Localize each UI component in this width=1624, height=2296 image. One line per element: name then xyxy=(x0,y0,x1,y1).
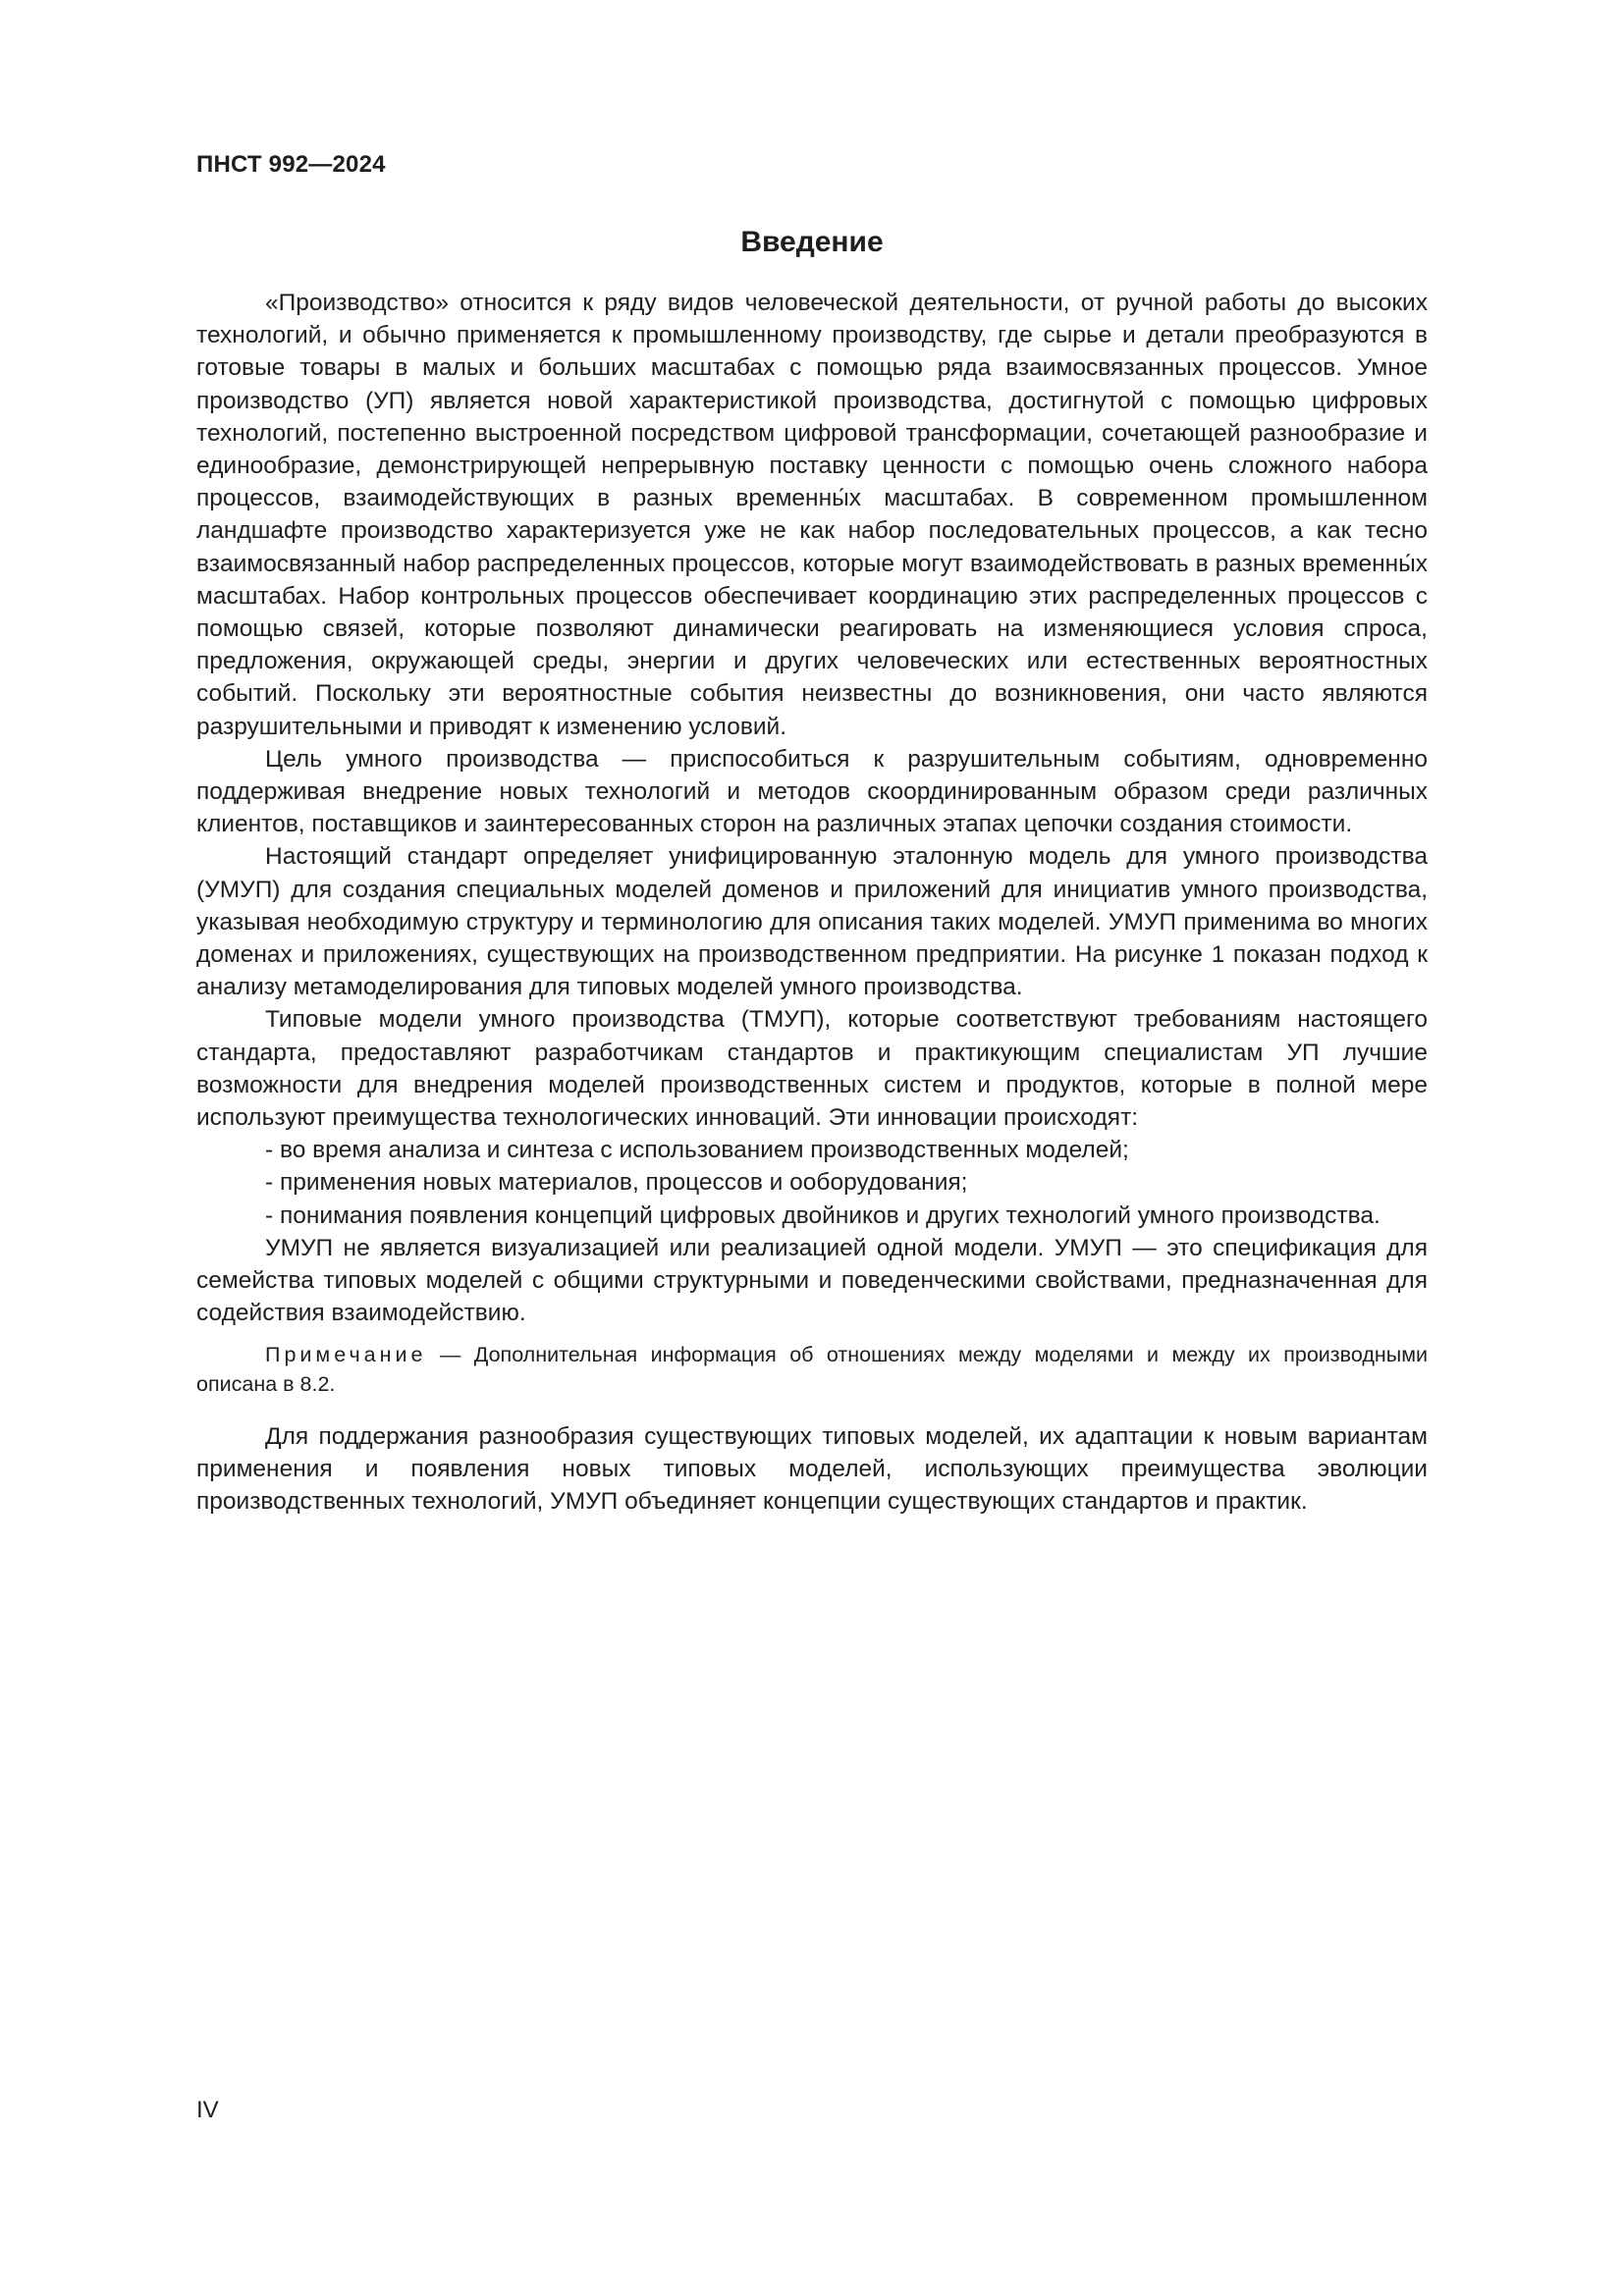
list-item: - понимания появления концепций цифровых двойников и других технологий умного производства. xyxy=(265,1201,1380,1229)
paragraph-1: «Производство» относится к ряду видов человеческой деятельности, от ручной работы до высоких технологий, и обычно применяется к промышленному производству, где сырье и детали преобразуются в готовые товары в малых и больших масштабах с помощью ряда взаимосвязанных процессов. Умное производство (УП) является новой характеристикой производства, достигнутой с помощью цифровых технологий, постепенно выстроенной посредством цифровой трансформации, сочетающей разнообразие и единообразие, демонстрирующей непрерывную поставку ценности с помощью очень сложного набора процессов, взаимодействующих в разных временны́х масштабах. В современном промышленном ландшафте производство характеризуется уже не как набор последовательных процессов, а как тесно взаимосвязанный набор распределенных процессов, которые могут взаимодействовать в разных временны́х масштабах. Набор контрольных процессов обеспечивает координацию этих распределенных процессов с помощью связей, которые позволяют динамически реагировать на изменяющиеся условия спроса, предложения, окружающей среды, энергии и других человеческих или естественных вероятностных событий. Поскольку эти вероятностные события неизвестны до возникновения, они часто являются разрушительными и приводят к изменению условий. xyxy=(196,290,1428,740)
list-item: - во время анализа и синтеза с использованием производственных моделей; xyxy=(265,1137,1129,1164)
body-text xyxy=(196,287,1428,1518)
note-text: — Дополнительная информация об отношениях между моделями и между их производными описана в 8.2. xyxy=(196,1342,1428,1396)
note-label: Примечание xyxy=(265,1342,427,1366)
paragraph-6: Для поддержания разнообразия существующих типовых моделей, их адаптации к новым вариантам применения и появления новых типовых моделей, использующих преимущества эволюции производственных технологий, УМУП объединяет концепции существующих стандартов и практик. xyxy=(196,1422,1428,1515)
paragraph-2: Цель умного производства — приспособиться к разрушительным событиям, одновременно поддерживая внедрение новых технологий и методов скоординированным образом среди различных клиентов, поставщиков и заинтересованных сторон на различных этапах цепочки создания стоимости. xyxy=(196,745,1428,838)
note xyxy=(196,1340,1428,1399)
paragraph-5: УМУП не является визуализацией или реализацией одной модели. УМУП — это спецификация для семейства типовых моделей с общими структурными и поведенческими свойствами, предназначенная для содействия взаимодействию. xyxy=(196,1234,1428,1327)
list-item: - применения новых материалов, процессов и ооборудования; xyxy=(265,1169,968,1197)
document-code: ПНСТ 992—2024 xyxy=(196,151,386,178)
paragraph-3: Настоящий стандарт определяет унифицированную эталонную модель для умного производства (УМУП) для создания специальных моделей доменов и приложений для инициатив умного производства, указывая необходимую структуру и терминологию для описания таких моделей. УМУП применима во многих доменах и приложениях, существующих на производственном предприятии. На рисунке 1 показан подход к анализу метамоделирования для типовых моделей умного производства. xyxy=(196,843,1428,1001)
paragraph-4: Типовые модели умного производства (ТМУП), которые соответствуют требованиям настоящего стандарта, предоставляют разработчикам стандартов и практикующим специалистам УП лучшие возможности для внедрения моделей производственных систем и продуктов, которые в полной мере используют преимущества технологических инноваций. Эти инновации происходят: xyxy=(196,1006,1428,1132)
page-number: IV xyxy=(196,2097,219,2123)
section-title: Введение xyxy=(740,226,884,258)
